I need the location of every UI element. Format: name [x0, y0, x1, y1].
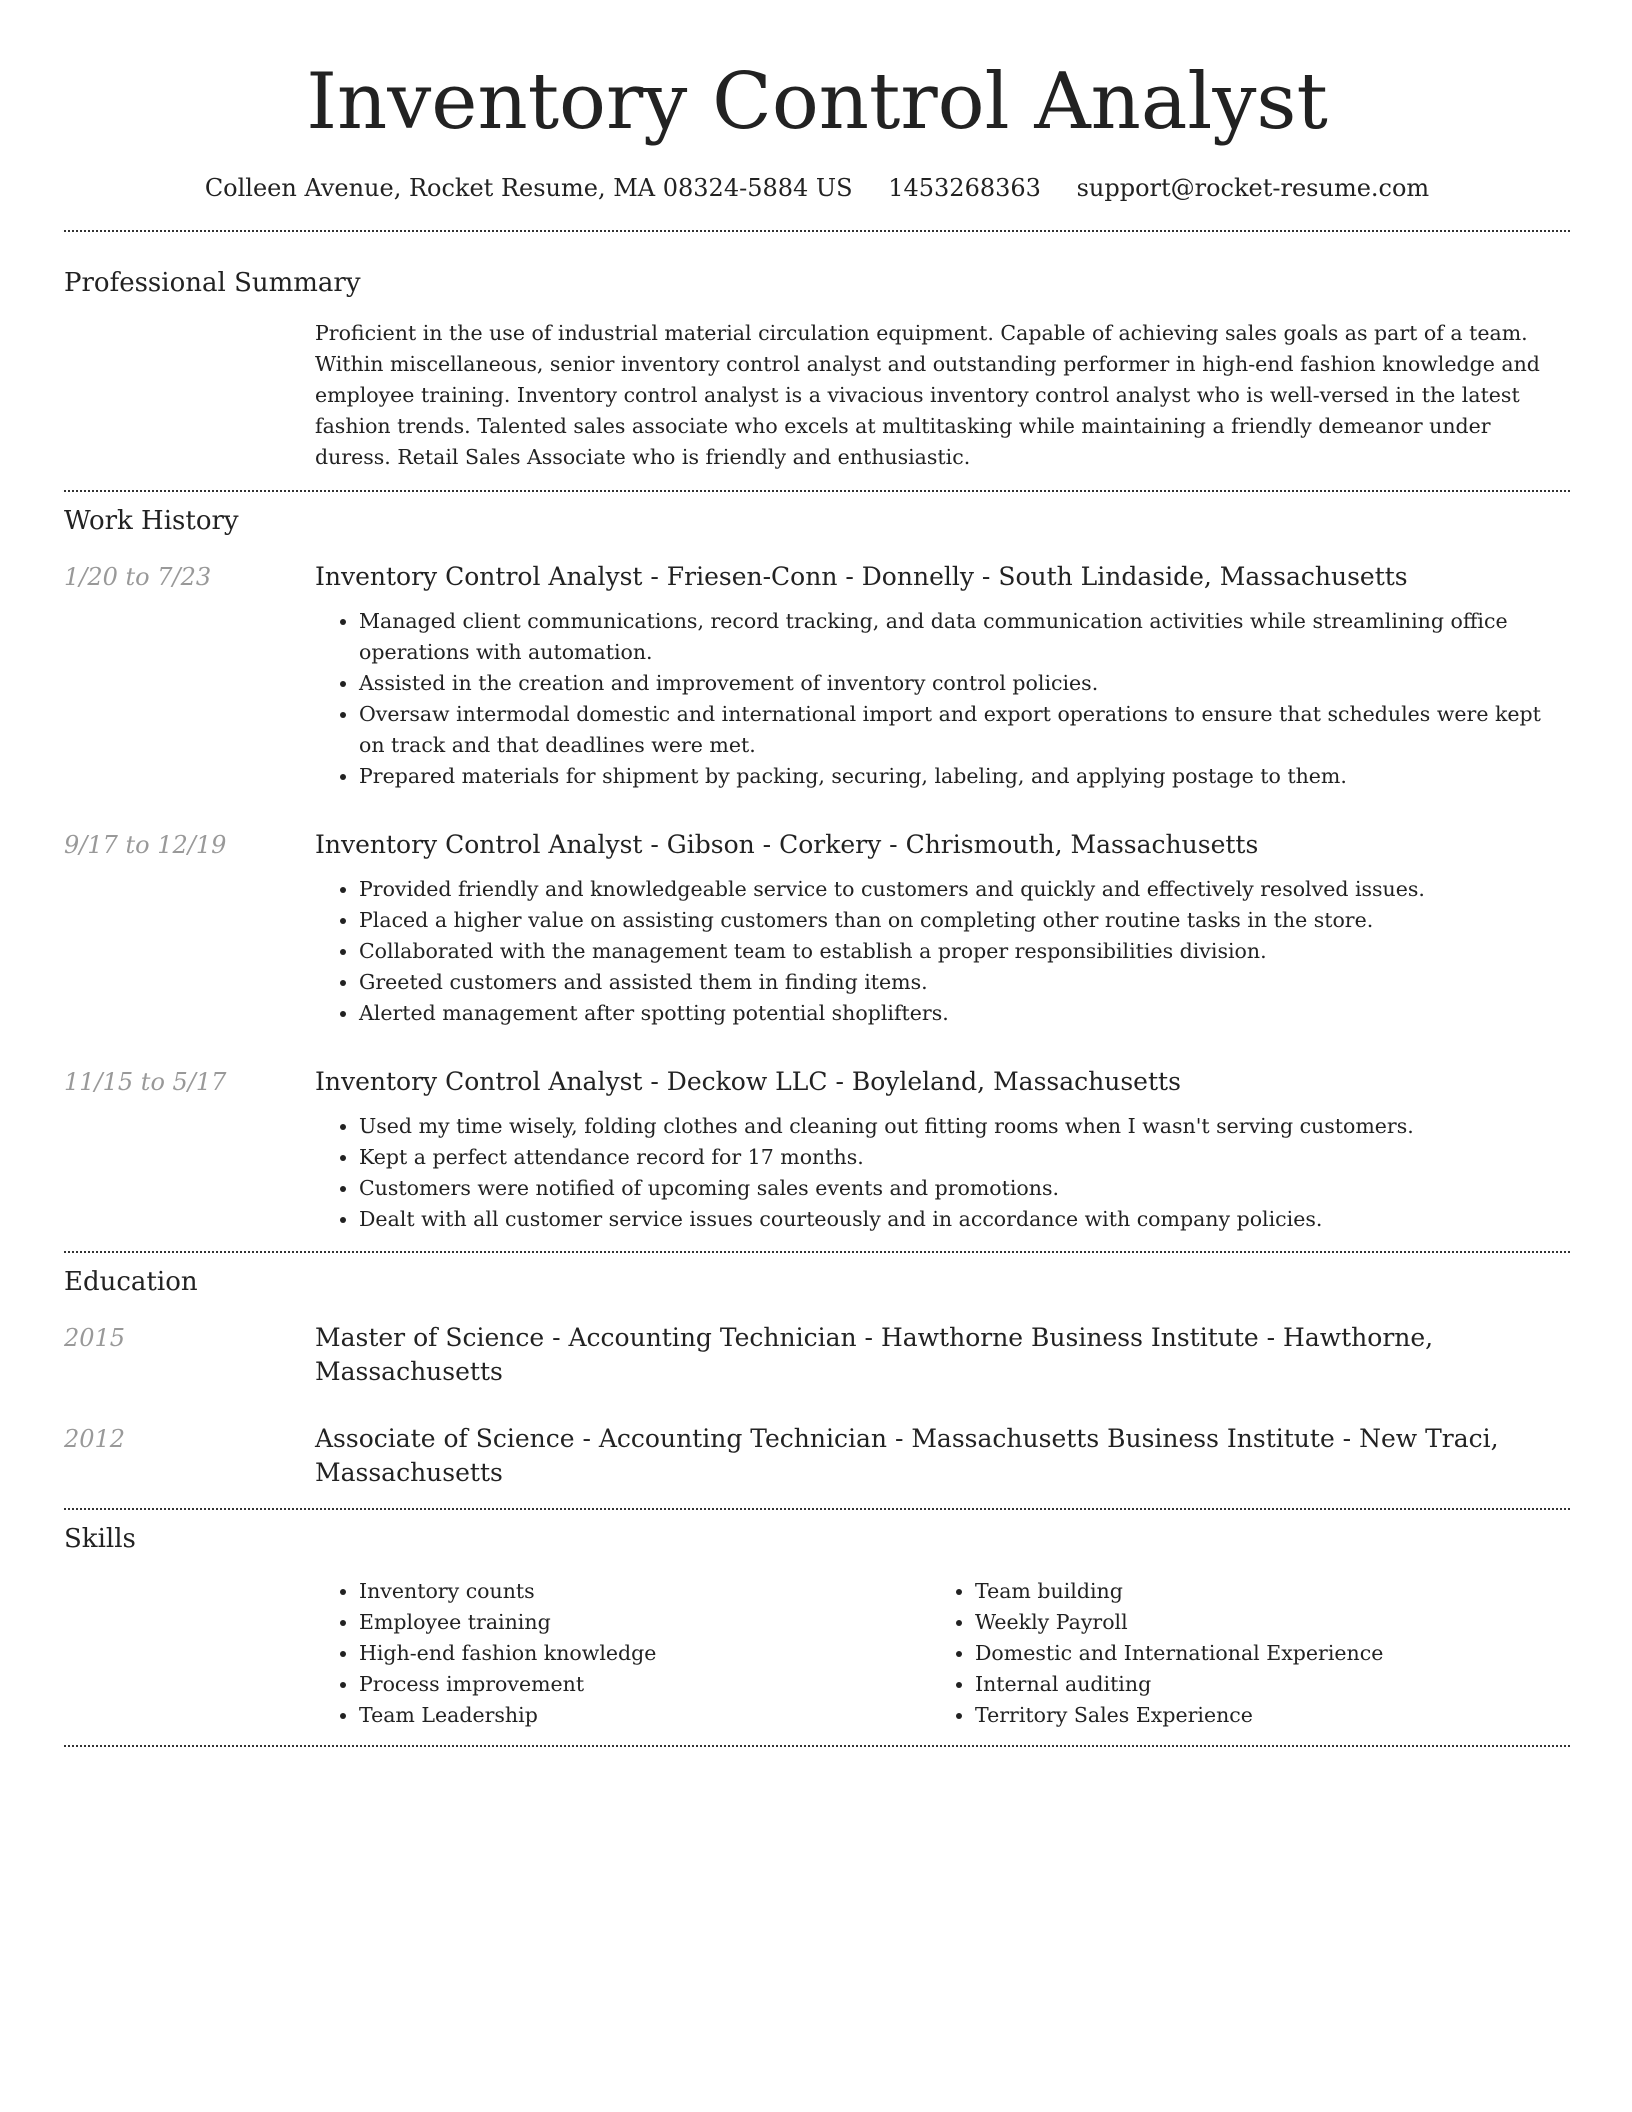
contact-phone: 1453268363 — [888, 174, 1041, 202]
list-item: • Prepared materials for shipment by packing, securing, labeling, and applying postage to them. — [359, 761, 1570, 792]
job-entry — [64, 828, 1570, 1029]
skill-item: • Inventory counts — [359, 1576, 931, 1607]
skill-item: • Internal auditing — [975, 1669, 1547, 1700]
list-item: • Greeted customers and assisted them in finding items. — [359, 967, 1570, 998]
list-item: • Dealt with all customer service issues courteously and in accordance with company policies. — [359, 1204, 1570, 1235]
education-entry — [64, 1321, 1570, 1389]
job-entry — [64, 1065, 1570, 1235]
list-item: • Alerted management after spotting potential shoplifters. — [359, 998, 1570, 1029]
contact-line — [64, 172, 1570, 204]
job-dates: 9/17 to 12/19 — [64, 831, 227, 859]
job-entry — [64, 560, 1570, 792]
list-item: • Used my time wisely, folding clothes and cleaning out fitting rooms when I wasn't serving customers. — [359, 1111, 1570, 1142]
contact-email: support@rocket-resume.com — [1076, 174, 1430, 202]
resume-name: Inventory Control Analyst — [306, 57, 1328, 147]
job-title: Inventory Control Analyst - Friesen-Conn - Donnelly - South Lindaside, Massachusetts — [315, 562, 1408, 591]
skill-item: • High-end fashion knowledge — [359, 1638, 931, 1669]
education-entry — [64, 1422, 1570, 1490]
job-dates: 11/15 to 5/17 — [64, 1068, 227, 1096]
list-item: • Managed client communications, record tracking, and data communication activities while streamlining office operations with automation. — [359, 606, 1570, 668]
list-item: • Customers were notified of upcoming sales events and promotions. — [359, 1173, 1570, 1204]
divider — [64, 1508, 1570, 1510]
section-title-summary: Professional Summary — [64, 268, 361, 298]
divider — [64, 490, 1570, 492]
job-dates: 1/20 to 7/23 — [64, 563, 212, 591]
section-title-skills: Skills — [64, 1524, 136, 1554]
education-year: 2015 — [64, 1324, 126, 1352]
skill-item: • Domestic and International Experience — [975, 1638, 1547, 1669]
list-item: • Assisted in the creation and improvement of inventory control policies. — [359, 668, 1570, 699]
list-item: • Oversaw intermodal domestic and international import and export operations to ensure that schedules were kept on track and that deadlines were met. — [359, 699, 1570, 761]
skills-list — [315, 1576, 1570, 1731]
section-title-education: Education — [64, 1267, 198, 1297]
skills-column-right — [931, 1576, 1547, 1731]
skill-item: • Process improvement — [359, 1669, 931, 1700]
skills-column-left — [315, 1576, 931, 1731]
contact-address: Colleen Avenue, Rocket Resume, MA 08324-5884 US — [204, 174, 853, 202]
divider — [64, 1745, 1570, 1747]
skill-item: • Team Leadership — [359, 1700, 931, 1731]
skill-item: • Weekly Payroll — [975, 1607, 1547, 1638]
job-bullets — [315, 606, 1570, 792]
skill-item: • Team building — [975, 1576, 1547, 1607]
section-title-work-history: Work History — [64, 506, 239, 536]
skill-item: • Employee training — [359, 1607, 931, 1638]
job-bullets — [315, 1111, 1570, 1235]
divider — [64, 230, 1570, 232]
list-item: • Kept a perfect attendance record for 17 months. — [359, 1142, 1570, 1173]
job-bullets — [315, 874, 1570, 1029]
summary-text: Proficient in the use of industrial material circulation equipment. Capable of achieving sales goals as part of a team. Within miscellaneous, senior inventory control analyst and outstanding performer in high-end fashion knowledge and employee training. Inventory control analyst is a vivacious inventory control analyst who is well-versed in the latest fashion trends. Talented sales associate who excels at multitasking while maintaining a friendly demeanor under duress. Retail Sales Associate who is friendly and enthusiastic. — [315, 321, 1540, 469]
list-item: • Placed a higher value on assisting customers than on completing other routine tasks in the store. — [359, 905, 1570, 936]
divider — [64, 1251, 1570, 1253]
list-item: • Provided friendly and knowledgeable service to customers and quickly and effectively resolved issues. — [359, 874, 1570, 905]
job-title: Inventory Control Analyst - Deckow LLC - Boyleland, Massachusetts — [315, 1067, 1181, 1096]
education-year: 2012 — [64, 1425, 126, 1453]
resume-page — [64, 0, 1570, 1747]
education-degree: Master of Science - Accounting Technician - Hawthorne Business Institute - Hawthorne, Massachusetts — [315, 1323, 1434, 1386]
list-item: • Collaborated with the management team to establish a proper responsibilities division. — [359, 936, 1570, 967]
education-degree: Associate of Science - Accounting Technician - Massachusetts Business Institute - New Traci, Massachusetts — [315, 1424, 1499, 1487]
skill-item: • Territory Sales Experience — [975, 1700, 1547, 1731]
job-title: Inventory Control Analyst - Gibson - Corkery - Chrismouth, Massachusetts — [315, 830, 1259, 859]
